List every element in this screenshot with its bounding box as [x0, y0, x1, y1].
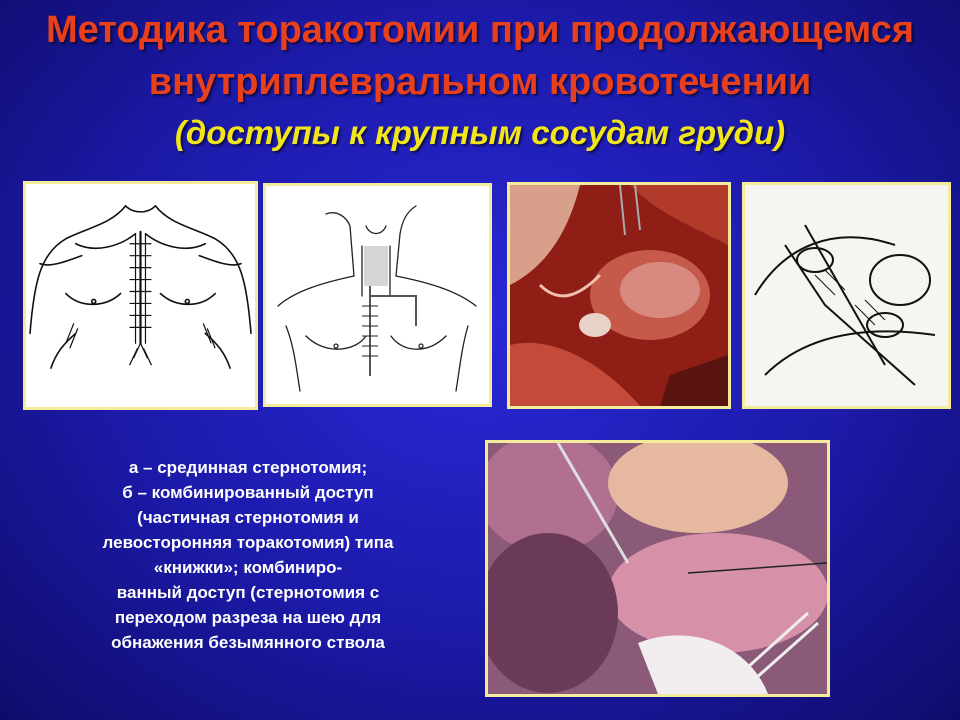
caption-line: переходом разреза на шею для [114, 608, 382, 627]
vascular-clamp-illustration [742, 182, 951, 409]
combined-access-drawing [263, 183, 492, 407]
caption-line: ванный доступ (стернотомия с [116, 583, 380, 602]
slide-title-line-1: Методика торакотомии при продолжающемся [45, 9, 915, 51]
operative-photo [507, 182, 731, 409]
caption-line: (частичная стернотомия и [137, 508, 359, 527]
endoscopic-view-image [488, 443, 827, 694]
endoscopic-photo [485, 440, 830, 697]
caption-line: б – комбинированный доступ [122, 483, 374, 502]
torso-sketch-image [26, 184, 255, 407]
caption-line: а – срединная стернотомия; [128, 458, 368, 477]
slide-subtitle: (доступы к крупным сосудам груди) [174, 114, 786, 151]
median-sternotomy-drawing [23, 181, 258, 410]
slide-title-line-2: внутриплевральном кровотечении [148, 61, 812, 103]
torso-neck-sketch-image [266, 186, 489, 404]
figure-caption [48, 455, 448, 655]
caption-line: левосторонняя торакотомия) типа [102, 533, 394, 552]
caption-line: «книжки»; комбиниро- [153, 558, 343, 577]
surgical-field-image [510, 185, 728, 406]
caption-line: обнажения безымянного ствола [111, 633, 385, 652]
clamp-sketch-image [745, 185, 948, 406]
